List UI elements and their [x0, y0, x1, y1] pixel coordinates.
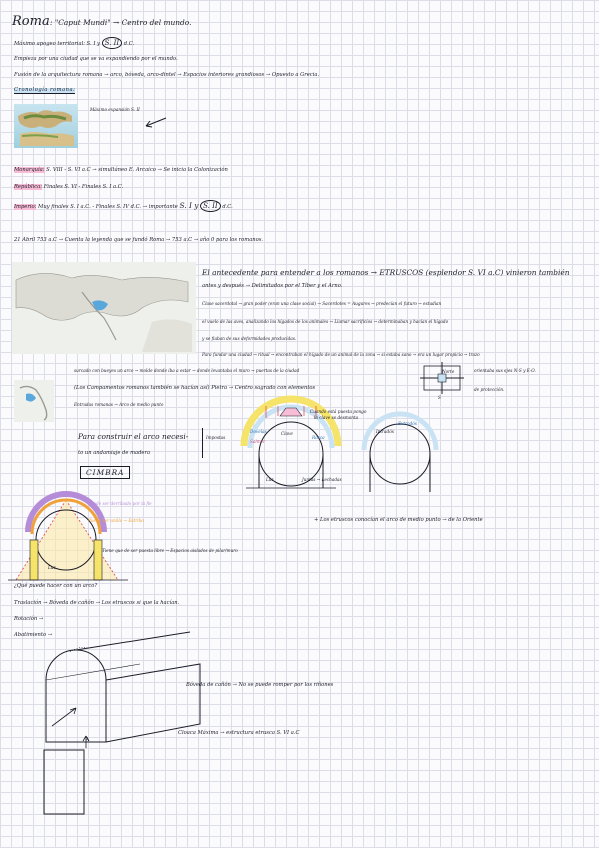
- etruscans-line-8-end: de protección.: [474, 387, 505, 392]
- impostas-label: Impostas: [206, 435, 226, 440]
- founding-line: 21 Abril 753 a.C → Cuenta la leyenda que se fundó Roma → 753 a.C → año 0 para los romanos.: [14, 237, 264, 243]
- cuando-note: Cuando está puesta pongo: [310, 409, 367, 414]
- etruscans-line-2: antes y después → Delimitados por el Tíber y el Arno.: [202, 283, 343, 289]
- etruscans-line-7: surcado con bueyes un arco → molde donde iba a estar → donde levantaba el muro → puertas de la ciudad: [74, 368, 300, 373]
- free-space-note: Tiene que de ser puesta libre → Espacios aislados de pilar/muro: [102, 548, 238, 553]
- etruscans-line-9: Entradas romanas → Arco de medio punto: [74, 402, 164, 407]
- arch-text-1: Para construir el arco necesi-: [78, 432, 189, 441]
- empire-line: Imperio: Muy finales S. I a.C. - Finales S. IV d.C. → importante S. I y S. II d.C.: [14, 201, 233, 210]
- clave-label: Clave: [281, 431, 293, 436]
- fusion-line: Fusión de la arquitectura romana → arco, bóveda, arco-dintel → Espacios interiores grandiosos → Opuesto a Grecia.: [14, 72, 320, 78]
- italy-map: [14, 380, 54, 422]
- monarchy-line: Monarquía: S. VIII - S. VI a.C → simultáneo E. Arcaico → Se inicia la Colonización: [14, 167, 228, 173]
- thrust-note-1: Puede ser derribado por la fle: [88, 501, 152, 506]
- etruria-map: [12, 262, 196, 354]
- map-caption: Máximo expansión S. II: [90, 107, 140, 112]
- etruscans-line-5: y se fiaban de sus deformidades producidas.: [202, 336, 297, 341]
- extrados-label: Extradós: [398, 421, 417, 426]
- cimbra-label: CIMBRA: [80, 466, 130, 479]
- chronology-heading: Cronología romana:: [14, 87, 76, 93]
- barrel-vault-note: Bóveda de cañón → No se puede romper por los riñones: [186, 682, 334, 688]
- map-arrow: [140, 116, 170, 130]
- cross-label: Norte: [442, 369, 455, 374]
- roman-empire-map: [14, 104, 78, 148]
- page-title: Roma: [12, 14, 50, 29]
- dovelas-label: Dovelas: [250, 429, 267, 434]
- etruscans-line-7-end: orientaba sus ejes N-S y E-O.: [474, 368, 536, 373]
- rotacion-line: Rotación →: [14, 616, 44, 622]
- divider-line: [202, 428, 203, 458]
- expansion-line: Empieza por una ciudad que se va expandiendo por el mundo.: [14, 56, 178, 62]
- etruscans-line-1: El antecedente para entender a los romanos → ETRUSCOS (esplendor S. VI a.C) vinieron también: [202, 268, 570, 277]
- circled-century: S. II: [102, 37, 123, 49]
- cardo-decumano-cross: [420, 362, 464, 396]
- juntas-label: Juntas → Lechadas: [302, 477, 342, 482]
- thrust-note-2: Puede ser anillo → Estribo: [88, 518, 144, 523]
- intrados-label: Intradós: [376, 429, 394, 434]
- a-label: A: [86, 737, 90, 742]
- section-box-diagram: [40, 738, 100, 818]
- etruscans-line-6: Para fundar una ciudad → ritual → encontraban el hígado de un animal de la zona → si estaba sano → era un lugar propicio → trazo: [202, 352, 480, 357]
- arch-text-2: to un andamiaje de madera: [78, 450, 151, 456]
- etruscan-arch-note: + Los etruscos conocían el arco de medio punto → de la Oriente: [314, 517, 483, 523]
- salmer-label: Salmer: [250, 439, 266, 444]
- apogee-line: Máximo apogeo territorial: S. I y S. II d.C.: [14, 39, 135, 47]
- etruscans-line-4: el vuelo de las aves, analizando los hígados de los animales → Llamar sacrificios → determinaban y hacían el hígado: [202, 319, 449, 324]
- thrust-diagram: [8, 496, 168, 586]
- republic-line: República: Finales S. VI - Finales S. I a.C.: [14, 184, 124, 190]
- thrust-luz-label: Luz: [48, 565, 56, 570]
- arch-luz-label: Luz: [266, 477, 274, 482]
- traslacion-line: Traslación → Bóveda de cañón → Los etruscos si que la hacían.: [14, 600, 180, 606]
- cuando-note-2: la clave se desmonta: [314, 415, 359, 420]
- cloaca-note: Cloaca Máxima → estructura etrusca S. VI a.C: [178, 730, 300, 736]
- cross-letter: S: [438, 395, 441, 400]
- arch-question: ¿Qué puede hacer con un arco?: [14, 583, 98, 589]
- rosca-label: Rosca: [312, 435, 325, 440]
- abatimiento-line: Abatimiento →: [14, 632, 53, 638]
- etruscans-line-3: Clase sacerdotal → gran poder (eran una clase social) → Sacerdotes = Augures → predecían el futuro → estudian: [202, 301, 442, 306]
- etruscans-line-8: (Los Campamentos romanos también se hacían así) Pietra → Centro sagrado con elementos: [74, 385, 316, 391]
- title-subtitle: : "Caput Mundi" → Centro del mundo.: [50, 18, 192, 27]
